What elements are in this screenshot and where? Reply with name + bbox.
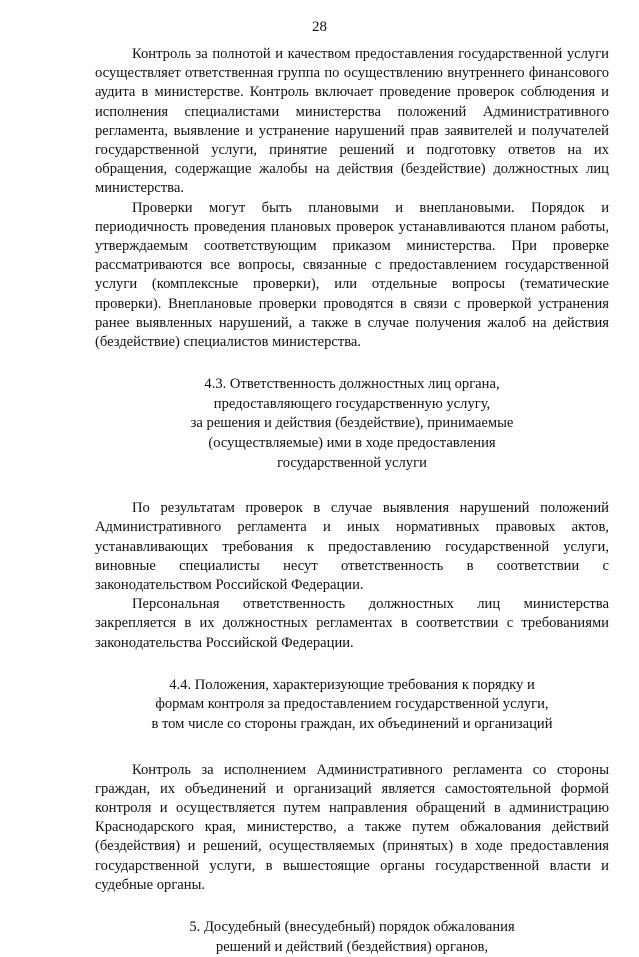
heading-line: решений и действий (бездействия) органов, <box>215 938 489 955</box>
heading-line: предоставляющего государственную услугу, <box>213 395 491 412</box>
paragraph-control-quality: Контроль за полнотой и качеством предоставления государственной услуги осуществляет ответственная группа по осуществлению внутреннего финансового аудита в министерстве. Контроль включает проведение проверок соблюдения и исполнения специалистами министерства положений Административного регламента, выявление и устранение нарушений прав заявителей и получателей государственной услуги, принятие решений и подготовку ответов на их обращения, содержащие жалобы на действия (бездействие) должностных лиц министерства. <box>95 46 609 197</box>
heading-line: (осуществляемые) ими в ходе предоставления <box>208 435 496 452</box>
heading-line: 4.4. Положения, характеризующие требования к порядку и <box>169 676 535 693</box>
heading-line: 5. Досудебный (внесудебный) порядок обжалования <box>189 919 515 936</box>
heading-line: в том числе со стороны граждан, их объединений и организаций <box>151 716 553 733</box>
page-number: 28 <box>312 19 327 35</box>
heading-line: формам контроля за предоставлением государственной услуги, <box>155 696 549 713</box>
section-heading-5 <box>95 918 609 957</box>
paragraph-citizen-control: Контроль за исполнением Административного регламента со стороны граждан, их объединений и организаций является самостоятельной формой контроля и осуществляется путем направления обращений в администрацию Краснодарского края, министерство, а также путем обжалования действий (бездействия) и решений, осуществляемых (принятых) в ходе предоставления государственной услуги, в вышестоящие органы государственной власти и судебные органы. <box>95 761 609 893</box>
section-heading-4-3 <box>95 375 609 473</box>
paragraph-inspections: Проверки могут быть плановыми и внеплановыми. Порядок и периодичность проведения плановых проверок устанавливаются планом работы, утверждаемым соответствующим приказом министерства. При проверке рассматриваются все вопросы, связанные с предоставлением государственной услуги (комплексные проверки), или отдельные вопросы (тематические проверки). Внеплановые проверки проводятся в связи с проверкой устранения ранее выявленных нарушений, а также в случае получения жалоб на действия (бездействие) специалистов министерства. <box>95 199 609 351</box>
document-body <box>95 45 609 957</box>
heading-line: 4.3. Ответственность должностных лиц органа, <box>204 376 500 393</box>
paragraph-personal-responsibility: Персональная ответственность должностных лиц министерства закрепляется в их должностных регламентах в соответствии с требованиями законодательства Российской Федерации. <box>95 596 609 651</box>
paragraph-violations-liability: По результатам проверок в случае выявления нарушений положений Административного регламента и иных нормативных правовых актов, устанавливающих требования к предоставлению государственной услуги, виновные специалисты несут ответственность в соответствии с законодательством Российской Федерации. <box>95 500 609 594</box>
heading-line: за решения и действия (бездействие), принимаемые <box>190 415 514 432</box>
section-heading-4-4 <box>95 676 609 735</box>
heading-line: государственной услуги <box>277 454 427 471</box>
